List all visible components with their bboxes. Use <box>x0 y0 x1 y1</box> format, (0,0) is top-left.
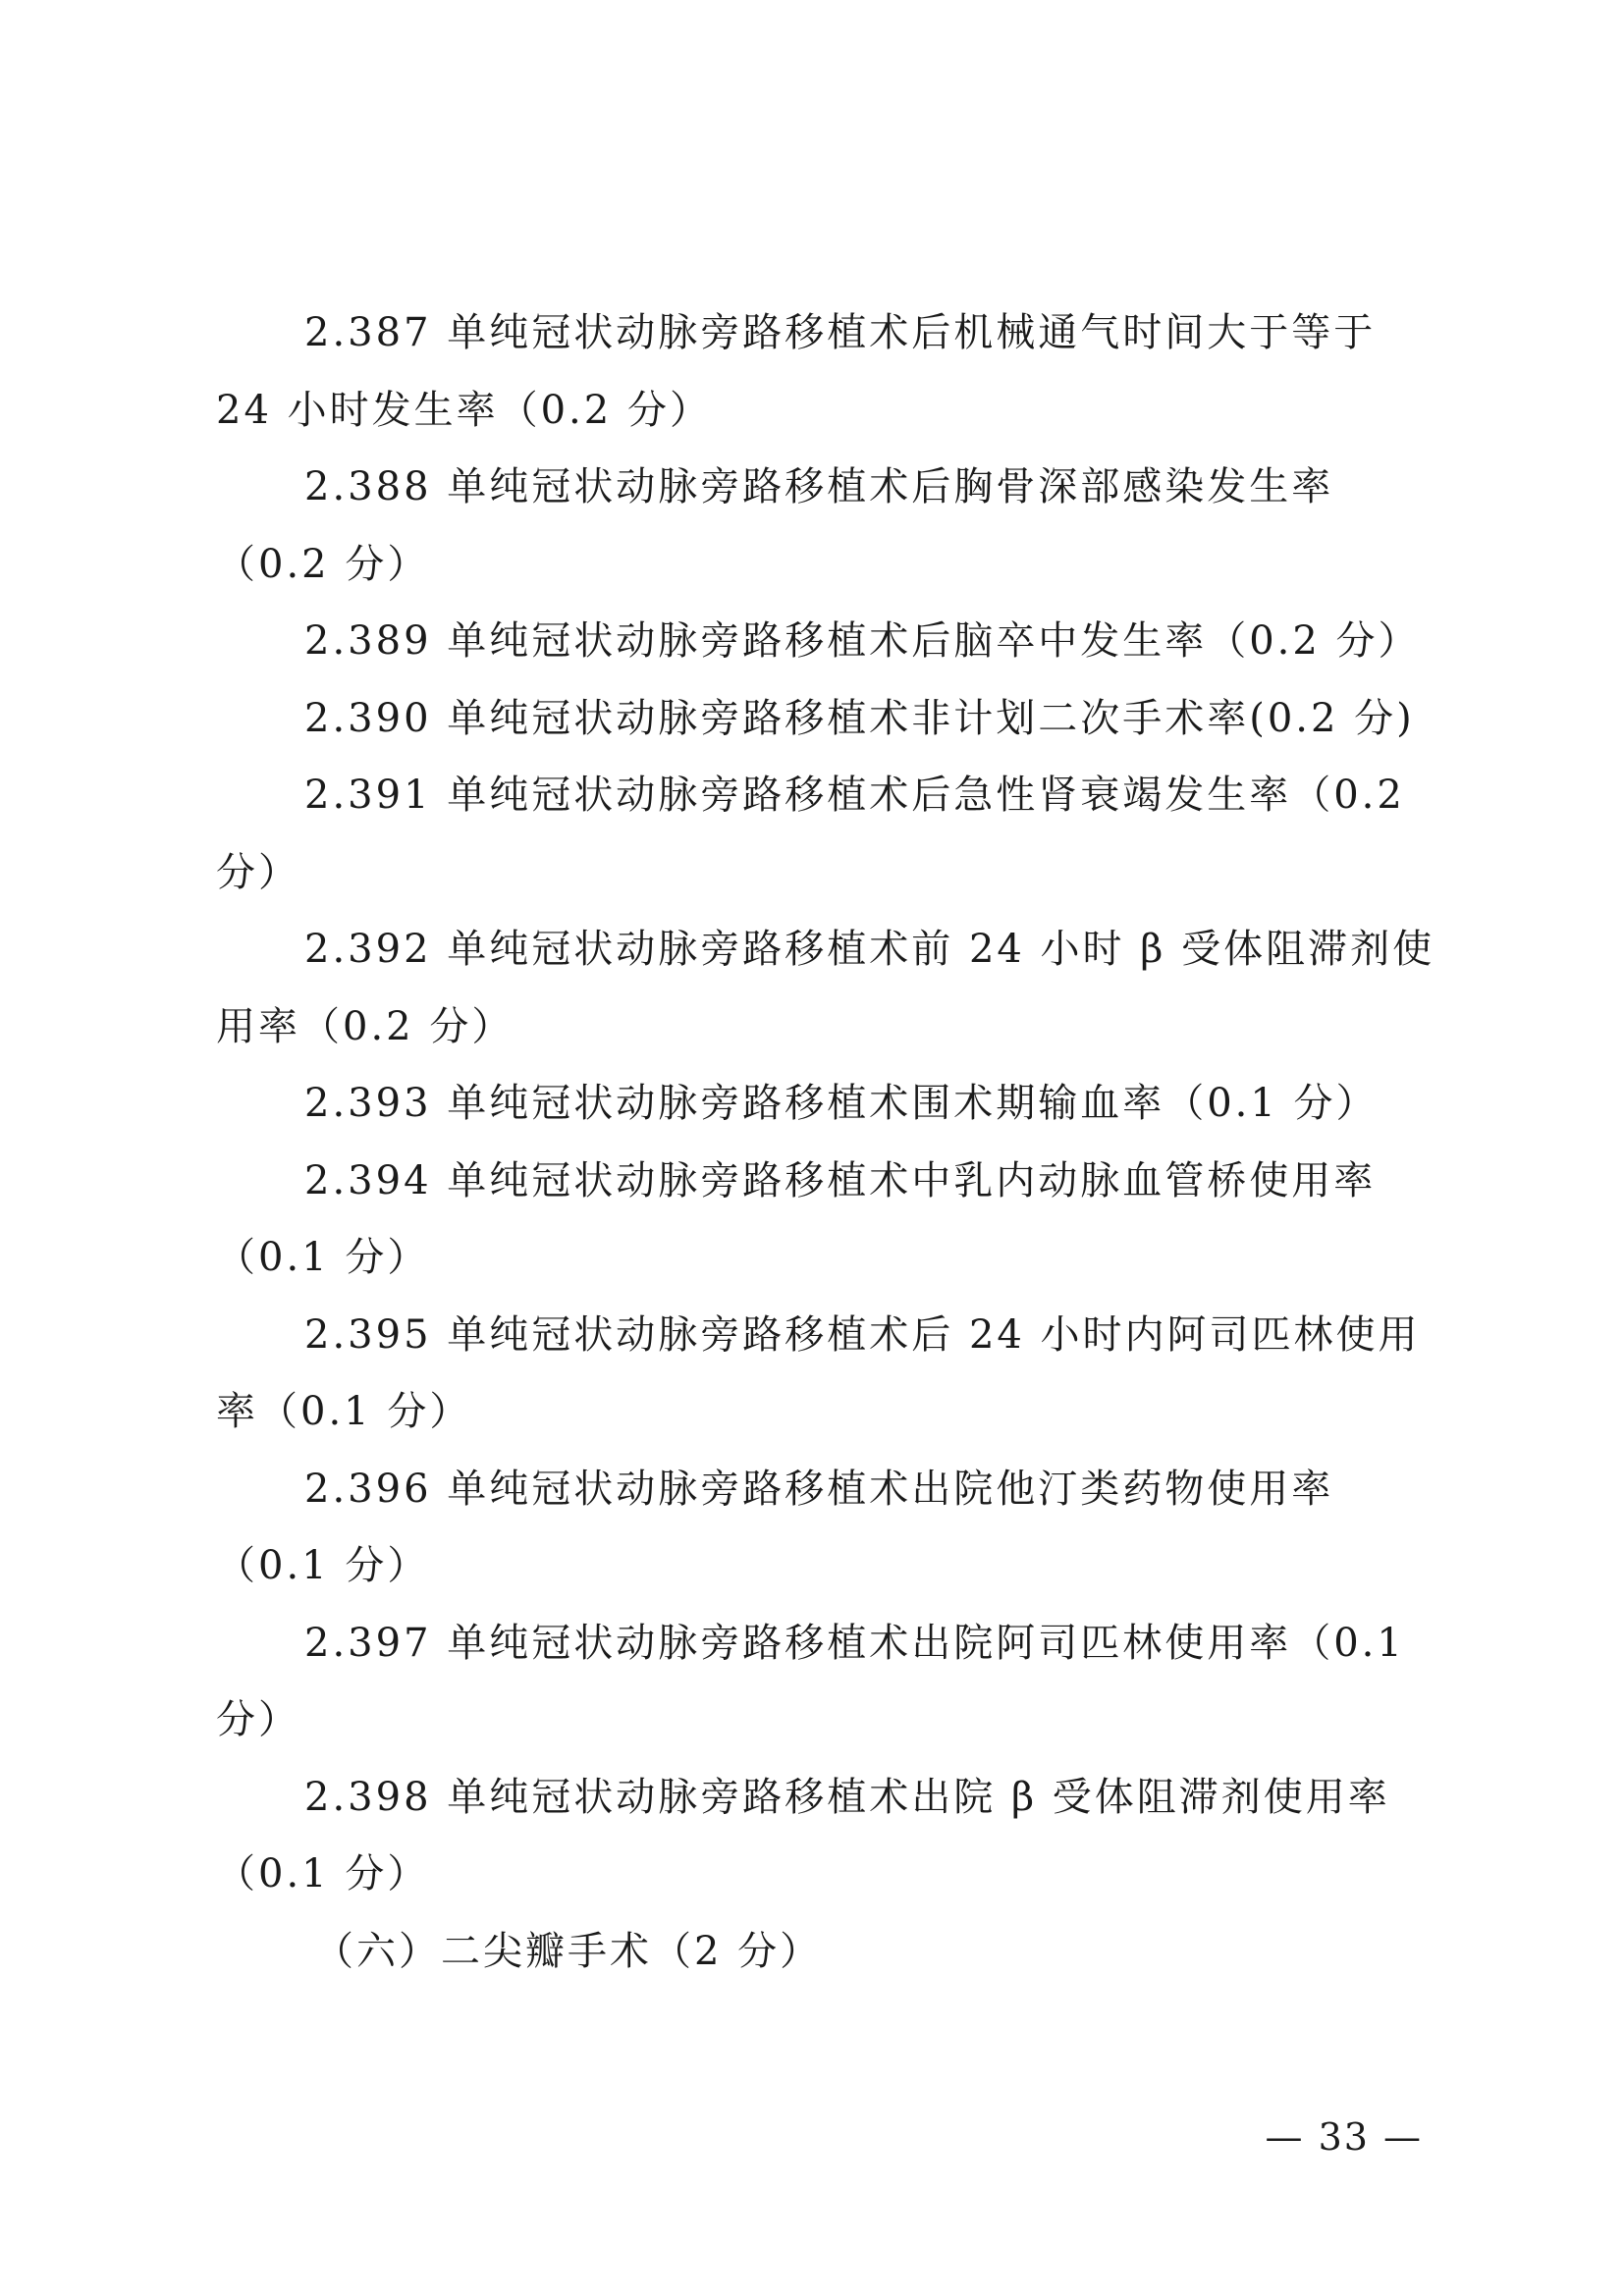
list-item <box>216 680 1434 758</box>
item-first-line: 2.397 单纯冠状动脉旁路移植术出院阿司匹林使用率（0.1 <box>304 1620 1405 1666</box>
item-first-line: 2.395 单纯冠状动脉旁路移植术后 24 小时内阿司匹林使用 <box>304 1311 1421 1358</box>
item-first-line: 2.389 单纯冠状动脉旁路移植术后脑卒中发生率（0.2 分） <box>304 618 1421 664</box>
section-heading: （六）二尖瓣手术（2 分） <box>314 1928 823 1974</box>
item-first-line: 2.392 单纯冠状动脉旁路移植术前 24 小时 β 受体阻滞剂使 <box>304 927 1435 972</box>
item-continuation-line: （0.1 分） <box>216 1851 430 1896</box>
item-first-line: 2.387 单纯冠状动脉旁路移植术后机械通气时间大于等于 <box>304 310 1377 355</box>
list-item <box>216 1451 1434 1605</box>
item-first-line: 2.388 单纯冠状动脉旁路移植术后胸骨深部感染发生率 <box>304 464 1334 509</box>
item-continuation-line: （0.1 分） <box>216 1543 430 1588</box>
list-item <box>216 1605 1434 1759</box>
item-first-line: 2.394 单纯冠状动脉旁路移植术中乳内动脉血管桥使用率 <box>304 1157 1377 1203</box>
list-item <box>216 911 1434 1065</box>
list-item <box>216 603 1434 680</box>
item-continuation-line: 分） <box>216 849 300 895</box>
list-item <box>216 1297 1434 1451</box>
list-item <box>216 757 1434 911</box>
list-item <box>216 1065 1434 1143</box>
page-number: — 33 — <box>1265 2115 1423 2159</box>
list-item <box>216 1759 1434 1913</box>
item-first-line: 2.390 单纯冠状动脉旁路移植术非计划二次手术率(0.2 分) <box>304 695 1415 741</box>
item-first-line: 2.391 单纯冠状动脉旁路移植术后急性肾衰竭发生率（0.2 <box>304 773 1405 818</box>
item-continuation-line: 分） <box>216 1697 300 1742</box>
item-continuation-line: （0.2 分） <box>216 541 430 587</box>
list-item <box>216 294 1434 449</box>
document-body <box>216 294 1434 1990</box>
item-continuation-line: 率（0.1 分） <box>216 1389 472 1434</box>
item-continuation-line: 24 小时发生率（0.2 分） <box>216 387 712 433</box>
item-continuation-line: （0.1 分） <box>216 1235 430 1280</box>
item-first-line: 2.398 单纯冠状动脉旁路移植术出院 β 受体阻滞剂使用率 <box>304 1774 1390 1820</box>
item-first-line: 2.396 单纯冠状动脉旁路移植术出院他汀类药物使用率 <box>304 1466 1334 1512</box>
item-continuation-line: 用率（0.2 分） <box>216 1003 514 1049</box>
list-item <box>216 1143 1434 1297</box>
list-item <box>216 449 1434 603</box>
item-first-line: 2.393 单纯冠状动脉旁路移植术围术期输血率（0.1 分） <box>304 1081 1379 1126</box>
